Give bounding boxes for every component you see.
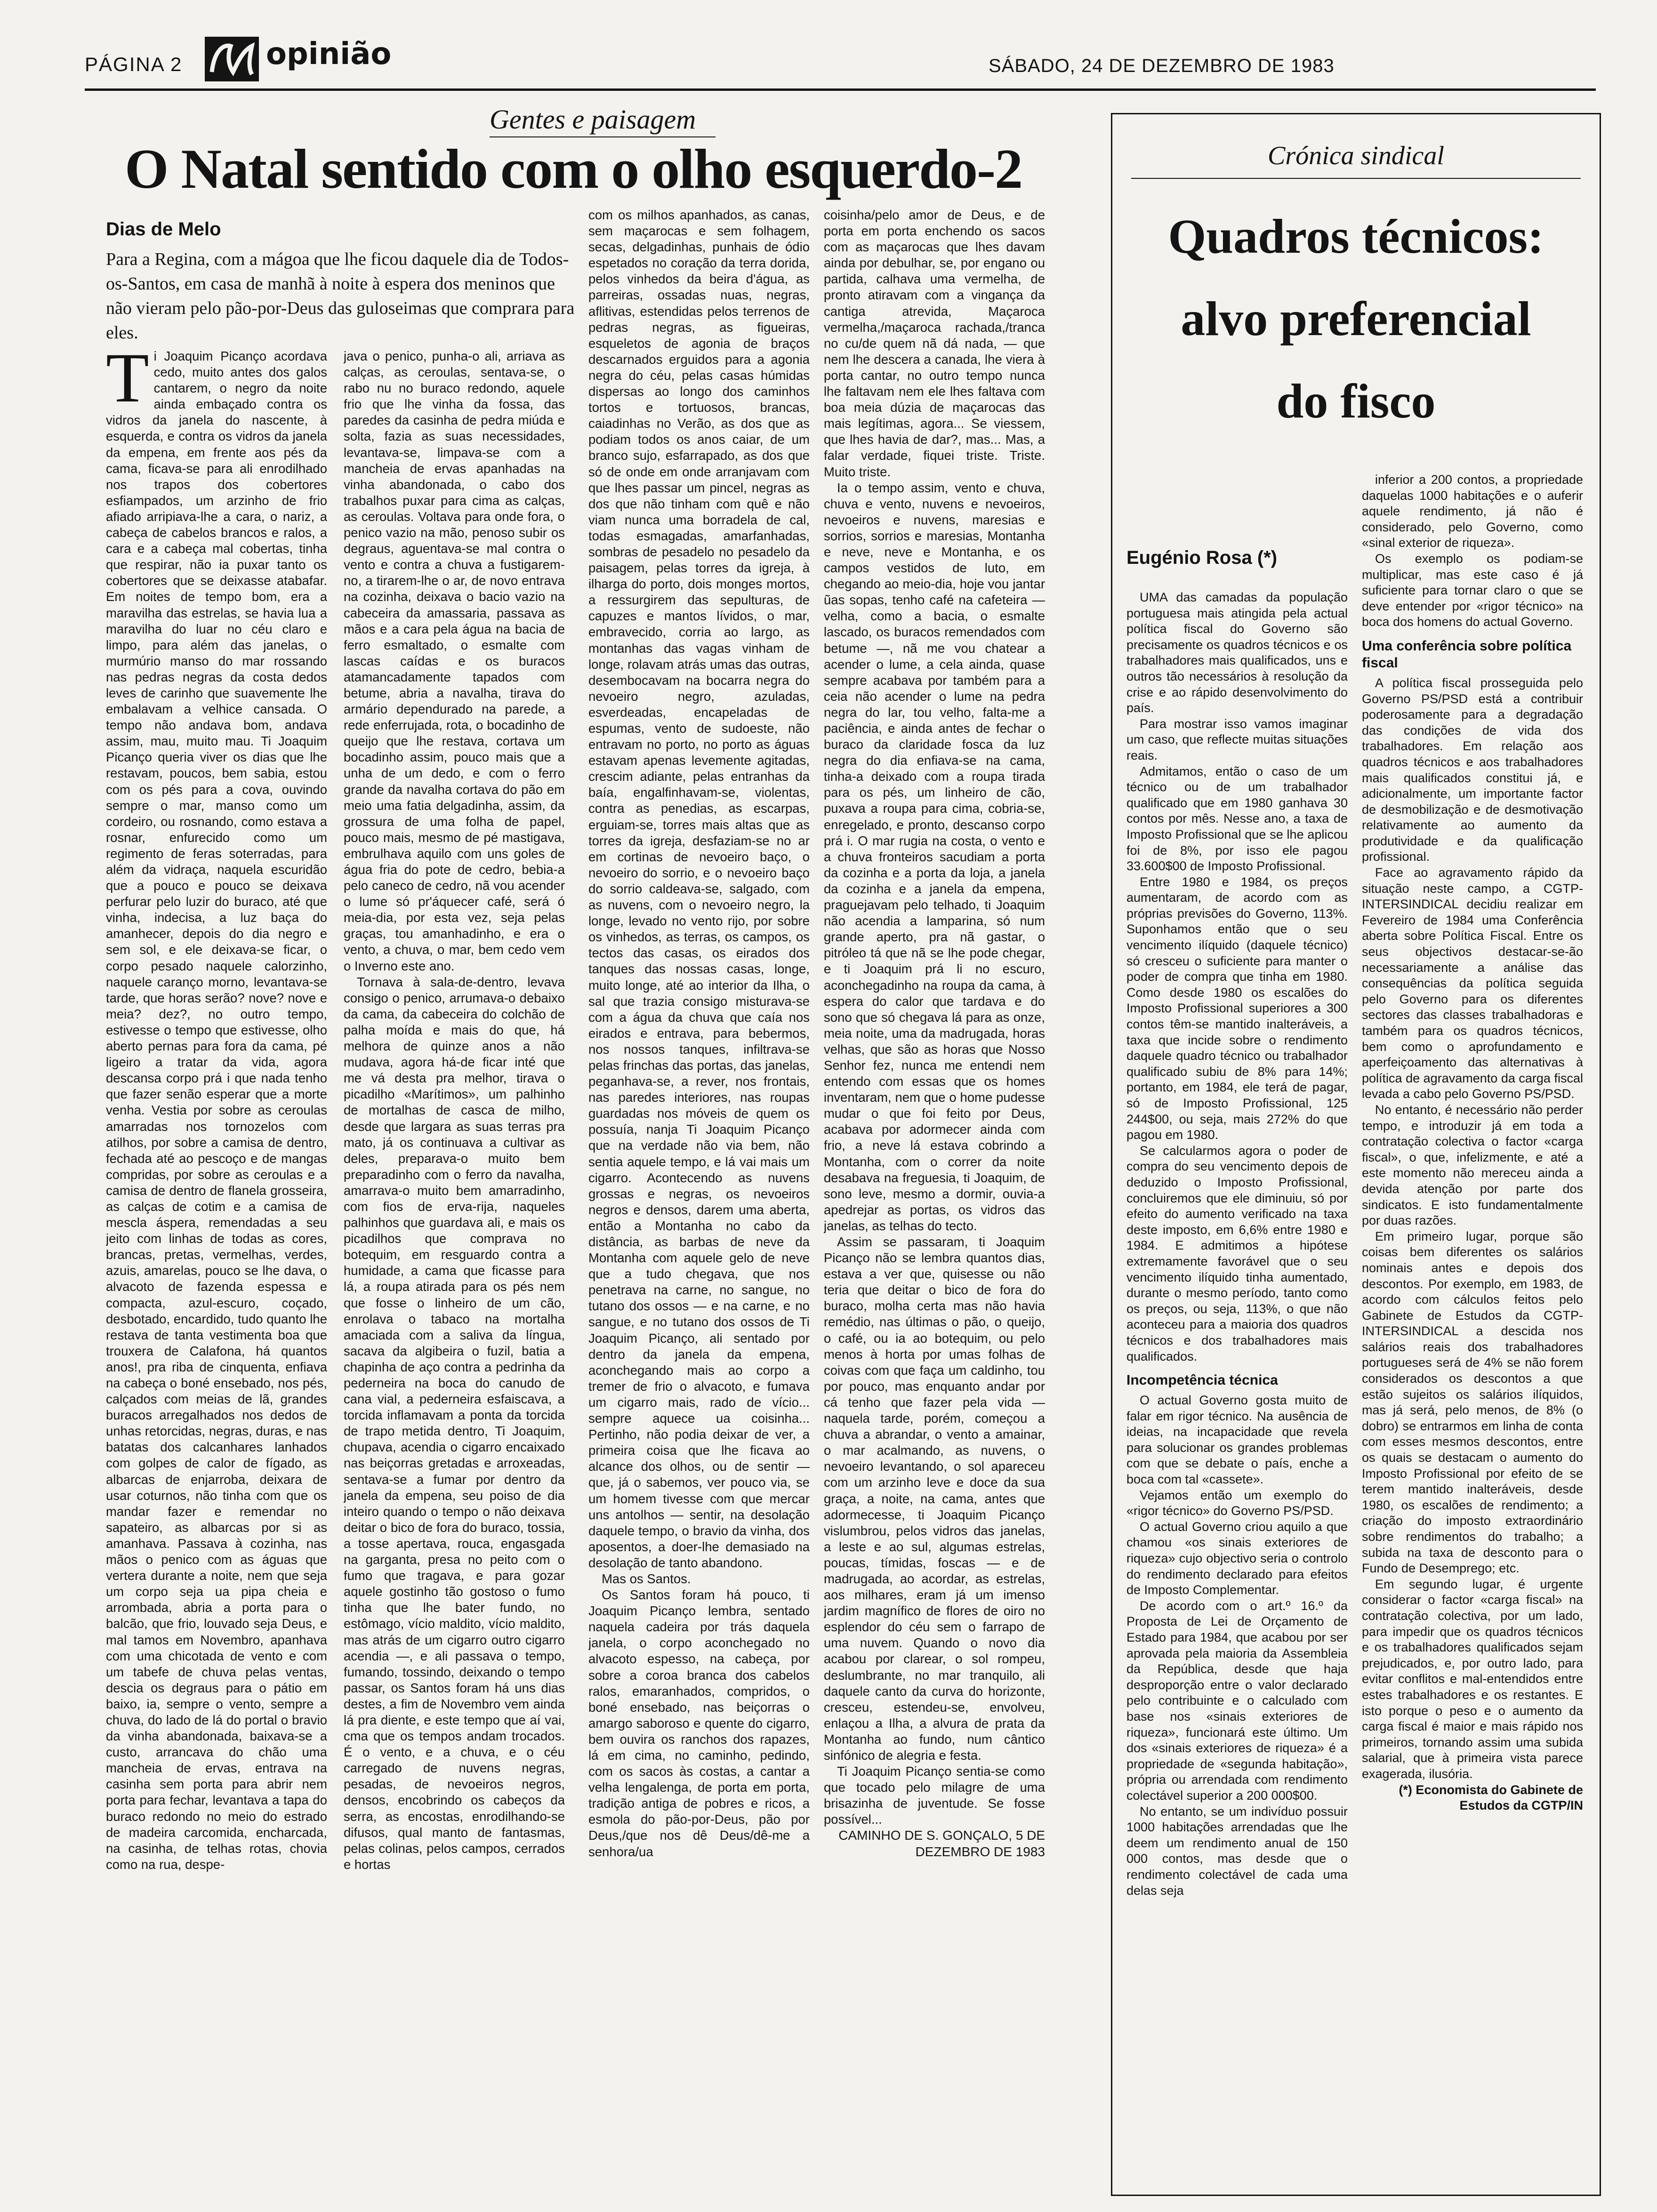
sidebar-paragraph: Em segundo lugar, é urgente considerar o factor «carga fiscal» na contratação colectiva, por um lado, para impedir que os quadros técnicos e os trabalhadores qualificados sejam prejudicados, e, por outro lado, para evitar conflitos e mal-entendidos entre estes trabalhadores e os restantes. E isto porque o peso e o aumento da carga fiscal é maior e mais rápido nos primeiros, tornando assim uma subida salarial, que à primeira vista parece exagerada, ilusória. [1362,1577,1583,1781]
sidebar-column-2 [1362,472,1583,2180]
article-paragraph: Ti Joaquim Picanço sentia-se como que tocado pelo milagre de uma brisazinha de juventude. Se fosse possível... [824,1764,1045,1827]
sidebar-subheading: Uma conferência sobre política fiscal [1362,638,1572,671]
sidebar-paragraph: UMA das camadas da população portuguesa mais atingida pela actual política fiscal do Governo são precisamente os quadros técnicos e os trabalhadores mais qualificados, uns e outros tão necessários à resolução da crise e ao rápido desenvolvimento do país. [1126,590,1348,715]
rubric-underline [1131,178,1581,179]
sidebar-paragraph: inferior a 200 contos, a propriedade daquelas 1000 habitações e o auferir aquele rendimento, já não é considerado, pelo Governo, como «sinal exterior de riqueza». [1362,473,1583,550]
sidebar-paragraph: Se calcularmos agora o poder de compra do seu vencimento depois de deduzido o Imposto Profissional, concluiremos que ele diminuiu, só por efeito do aumento verificado na taxa deste imposto, em 6,6% entre 1980 e 1984. E admitimos a hipótese extremamente favorável que o seu vencimento ilíquido tinha aumentado, durante o mesmo período, tanto como os preços, ou seja, 113%, o que não aconteceu para a maioria dos quadros técnicos e dos trabalhadores mais qualificados. [1126,1143,1348,1363]
page-header [85,8,1596,76]
sidebar-paragraph: Para mostrar isso vamos imaginar um caso, que reflecte muitas situações reais. [1126,716,1348,762]
article-column-3 [588,207,810,2184]
sidebar-title-line: alvo preferencial [1181,292,1531,346]
article-paragraph: Ia o tempo assim, vento e chuva, chuva e vento, nuvens e nevoeiros, nevoeiros e nuvens, maresias e sorrios, sorrios e maresias, Montanha e neve, neve e Montanha, e os campos vestidos de luto, em chegando ao meio-dia, hoje vou jantar ũas sopas, tenho café na cafeteira — velha, como a bacia, o esmalte lascado, os buracos remendados com betume —, nã me vou chatear a acender o lume, a cela ainda, quase sempre acabava por também para a ceia não acender o lume na pedra negra do lar, tou velho, falta-me a paciência, e ainda antes de fechar o buraco da claridade fosca da luz negra do dia enfiava-se na cama, tinha-a deixado com a roupa tirada para os pés, um linheiro de cão, puxava a roupa para cima, cobria-se, enregelado, e pronto, descanso corpo prá i. O mar rugia na costa, o vento e a chuva fronteiros sacudiam a porta da cozinha e a porta da loja, a janela da cozinha e a janela da empena, praguejavam pelo telhado, ti Joaquim não acendia a lamparina, só num grande aperto, pra nã gastar, o pitróleo tá que nã se lhe pode chegar, e ti Joaquim prá li no escuro, aconchegadinho na roupa da cama, à espera do calor que tardava e do sono que só chegava lá para as onze, meia noite, uma da madrugada, horas velhas, que são as horas que Nosso Senhor fez, nunca me entendi nem entendo com essas que os homes inventaram, nem que o home pudesse mudar o que foi feito por Deus, acabava por adormecer ainda com frio, a neve lá estava cobrindo a Montanha, com o correr da noite desabava na freguesia, ti Joaquim, de sono leve, mesmo a dormir, ouvia-a apedrejar as portas, os vidros das janelas, as telhas do tecto. [824,480,1045,1233]
drop-cap: T [106,348,149,417]
sidebar-paragraph: O actual Governo criou aquilo a que chamou «os sinais exteriores de riqueza» cujo objectivo seria o controlo do rendimento declarado para efeitos de Imposto Complementar. [1126,1519,1348,1597]
sidebar-footnote: (*) Economista do Gabinete de Estudos da CGTP/IN [1399,1782,1583,1813]
article-paragraph: coisinha/pelo amor de Deus, e de porta em porta enchendo os sacos com as maçarocas que lhes davam ainda por debulhar, se, por engano ou partida, calhava uma vermelha, de pronto atiravam com a vingança da cantiga atrevida, Maçaroca vermelha,/maçaroca rachada,/tranca no cu/de quem nã dá nada, — que nem lhe descera a canada, lhe viera à porta cantar, no outro tempo nunca lhe faltavam nem ele lhes faltava com boa meia dúzia de maçarocas das mais legítimas, agora... Se viessem, que lhes havia de dar?, mas... Mas, a falar verdade, fiquei triste. Triste. Muito triste. [824,208,1045,479]
article-paragraph: java o penico, punha-o ali, arriava as calças, as ceroulas, sentava-se, o rabo nu no buraco redondo, aquele frio que lhe vinha da fossa, das paredes da casinha de pedra miúda e solta, fazia as suas necessidades, levantava-se, limpava-se com a mancheia de ervas apanhadas na vinha abandonada, o cabo dos trabalhos puxar para cima as calças, as ceroulas. Voltava para onde fora, o penico vazio na mão, penoso subir os degraus, aguentava-se mal contra o vento e contra a chuva a fustigarem-no, a tirarem-lhe o ar, de novo entrava na cozinha, deixava o bacio vazio na cabeceira da amassaria, passava as mãos e a cara pela água na bacia de ferro esmaltado, o esmalte com lascas caídas e os buracos atamancadamente tapados com betume, abria a navalha, tirava do armário dependurado na parede, a rede enferrujada, rota, o bocadinho de queijo que lhe restava, cortava um bocadinho assim, pouco mais que a unha de um dedo, e com o ferro grande da navalha cortava do pão em meio uma fatia delgadinha, assim, da grossura de uma folha de papel, pouco mais, mesmo de pé mastigava, embrulhava aquilo com uns goles de água fria do pote de cedro, bebia-a pelo caneco de cedro, nã vou acender o lume só pr'áquecer café, será ó meia-dia, por esta vez, seja pelas graças, tou amanhadinho, e era o vento, a chuva, o mar, bem cedo vem o Inverno este ano. [344,349,565,973]
article-paragraph: Os Santos foram há pouco, ti Joaquim Picanço lembra, sentado naquela cadeira por trás daquela janela, o corpo aconchegado no alvacoto espesso, na cabeça, por sobre a coroa branca dos cabelos ralos, emaranhados, compridos, o boné ensebado, nas beiçorras o amargo saboroso e quente do cigarro, bem ouvira os ranchos dos rapazes, lá em cima, no caminho, pedindo, com os sacos às costas, a cantar a velha lengalenga, de porta em porta, tradição antiga de pobres e ricos, a esmola do pão-por-Deus, pão por Deus,/que nos dê Deus/dê-me a senhora/ua [588,1587,810,1859]
sidebar-author: Eugénio Rosa (*) [1126,547,1278,568]
sidebar-box [1111,113,1601,2196]
sidebar-paragraph: No entanto, é necessário não perder tempo, e introduzir já em toda a contratação colectiva o factor «carga fiscal», o que, infelizmente, e até a este momento não mereceu ainda a devida atenção por parte dos sindicatos. E isto fundamentalmente por duas razões. [1362,1102,1583,1228]
sidebar-column-1 [1126,590,1348,2180]
article-column-2 [344,348,565,2184]
sidebar-paragraph: Em primeiro lugar, porque são coisas bem diferentes os salários nominais antes e depois dos descontos. Por exemplo, em 1983, de acordo com cálculos feitos pelo Gabinete de Estudos da CGTP-INTERSINDICAL a descida nos salários reais dos trabalhadores portugueses será de 4% se não forem considerados os descontos a que estão sujeitos os salários ilíquidos, mas já será, pelo menos, de 8% (o dobro) se entrarmos em linha de conta com esses mesmos descontos, entre os quais se destacam o aumento do Imposto Profissional por efeito de se terem mantido inalteráveis, desde 1980, os escalões de rendimento; a criação do imposto extraordinário sobre rendimentos do trabalho; a subida na taxa de desconto para o Fundo de Desemprego; etc. [1362,1229,1583,1576]
article-paragraph: Mas os Santos. [602,1571,691,1586]
article-dateline: CAMINHO DE S. GONÇALO, 5 DE DEZEMBRO DE 1983 [838,1828,1045,1859]
issue-date: SÁBADO, 24 DE DEZEMBRO DE 1983 [989,56,1335,76]
sidebar-title-line: Quadros técnicos: [1168,209,1544,264]
sidebar-paragraph: De acordo com o art.º 16.º da Proposta de Lei de Orçamento de Estado para 1984, que acabou por ser aprovada pela maioria da Assembleia da República, desde que haja desproporção entre o valor declarado pelo contribuinte e o calculado com base nos «sinais exteriores de riqueza», funcionará este último. Um dos «sinais exteriores de riqueza» é a propriedade de «segunda habitação», própria ou arrendada com rendimento colectável superior a 200 000$00. [1126,1598,1348,1803]
article-paragraph: Assim se passaram, ti Joaquim Picanço não se lembra quantos dias, estava a ver que, quisesse ou não teria que deitar o bico de fora do buraco, molha certa mas não havia remédio, nas últimas o pão, o queijo, o café, ou ia ao botequim, ou pelo menos à horta por umas folhas de coivas com que faça um caldinho, tou por pouco, mas enquanto andar por cá tenho que fazer pela vida — naquela tarde, porém, começou a chuva a abrandar, o vento a amainar, o mar acalmando, as nuvens, o nevoeiro levantando, o sol apareceu com um arzinho leve e doce da sua graça, a noite, na cama, antes que adormecesse, ti Joaquim Picanço vislumbrou, pelos vidros das janelas, a leste e ao sul, algumas estrelas, poucas, tímidas, foscas — e de madrugada, ao acordar, as estrelas, aos milhares, eram já um imenso jardim magnífico de flores de oiro no esplendor do céu sem o farrapo de uma nuvem. Quando o novo dia acabou por clarear, o sol rompeu, deslumbrante, no mar tranquilo, ali daquele canto da curva do horizonte, cresceu, estendeu-se, envolveu, enlaçou a Ilha, a alvura de prata da Montanha ao fundo, num cântico sinfónico de alegria e festa. [824,1234,1045,1763]
article-column-4 [824,207,1045,2141]
sidebar-rubric: Crónica sindical [1268,141,1444,170]
sidebar-paragraph: Face ao agravamento rápido da situação neste campo, a CGTP-INTERSINDICAL decidiu realizar em Fevereiro de 1984 uma Conferência aberta sobre Política Fiscal. Entre os seus objectivos destacar-se-ão necessariamente a análise das consequências da política seguida pelo Governo para os diferentes sectores das classes trabalhadoras e também para os quadros técnicos, bem como o aprofundamento e aperfeiçoamento das alternativas à política de agravamento da carga fiscal levada a cabo pelo Governo PS/PSD. [1362,866,1583,1101]
article-kicker: Gentes e paisagem [490,104,696,135]
newspaper-logo-icon [205,37,259,81]
sidebar-paragraph: Entre 1980 e 1984, os preços aumentaram, de acordo com as próprias previsões do Governo, 113%. Suponhamos então que o seu vencimento ilíquido (daquele técnico) só cresceu o suficiente para manter o poder de compra que tinha em 1980. Como desde 1980 os escalões do Imposto Profissional superiores a 300 contos têm-se mantido inalteráveis, a taxa que incide sobre o rendimento daquele quadro técnico ou trabalhador qualificado subiu de 8% para 14%; portanto, em 1984, ele terá de pagar, só de Imposto Profissional, 125 244$00, ou seja, mais 272% do que pagou em 1980. [1126,874,1348,1142]
article-byline: Dias de Melo [106,219,221,240]
sidebar-paragraph: Os exemplo os podiam-se multiplicar, mas este caso é já suficiente para tornar claro o que se deve entender por «rigor técnico» na boca dos homens do actual Governo. [1362,551,1583,629]
page-number: PÁGINA 2 [85,53,183,75]
sidebar-paragraph: No entanto, se um indivíduo possuir 1000 habitações arrendadas que lhe deem um rendimento anual de 150 000 contos, mas desde que o rendimento colectável de cada uma delas seja [1126,1804,1348,1898]
sidebar-paragraph: O actual Governo gosta muito de falar em rigor técnico. Na ausência de ideias, na incapacidade que revela para solucionar os grandes problemas com que se debate o país, enche a boca com tal «cassete». [1126,1393,1348,1487]
article-paragraph: com os milhos apanhados, as canas, sem maçarocas e sem folhagem, secas, delgadinhas, punhais de ódio espetados no coração da terra dorida, pelos vinhedos da beira d'água, as parreiras, ossadas nuas, negras, aflitivas, estendidas pelos terrenos de pedras negras, as figueiras, esqueletos de agonia de braços descarnados erguidos para a agonia negra do céu, pelas casas húmidas dispersas ao longo dos caminhos tortos e tortuosos, brancas, caiadinhas no Verão, as dos que as podiam todos os anos caiar, de um branco sujo, esfarrapado, as dos que só de onde em onde arranjavam com que lhes passar um pincel, negras as dos que não tinham com quê e não viam nunca uma borradela de cal, todas esmagadas, amarfanhadas, sombras de pesadelo no pesadelo da paisagem, pelas torres da igreja, à ilharga do porto, dois monges mortos, a ressurgirem das sepulturas, de capuzes e mantos lívidos, o mar, embravecido, corria ao largo, as montanhas das vagas vinham de longe, rolavam atrás umas das outras, desembocavam na bocarra negra do nevoeiro negro, azuladas, esverdeadas, encapeladas de espumas, vento de sudoeste, não entravam no porto, no porto as águas estavam apenas levemente agitadas, crescim adiante, pelas entranhas da baía, engalfinhavam-se, violentas, contra as penedias, as escarpas, erguiam-se, torres mais altas que as torres da igreja, desfaziam-se no ar em cortinas de nevoeiro baço, o nevoeiro do sorrio, e o nevoeiro baço do sorrio caldeava-se, salgado, com as nuvens, com o nevoeiro negro, la longe, levado no vento rijo, por sobre os vinhedos, as terras, os campos, os tectos das casas, os eirados dos tanques das nossas casas, longe, muito longe, até ao interior da Ilha, o sal que trazia consigo misturava-se com a água da chuva que caía nos eirados e entrava, para bebermos, nos nossos tanques, infiltrava-se pelas frinchas das portas, das janelas, peganhava-se, a rever, nos frontais, nas paredes interiores, nas roupas guardadas nos móveis de quem os possuía, nanja Ti Joaquim Picanço que na verdade não via bem, não sentia aquele tempo, e lá vai mais um cigarro. Acontecendo as nuvens grossas e negras, os nevoeiros negros e densos, darem uma aberta, então a Montanha no cabo da distância, as barbas de neve da Montanha com aquele gelo de neve que a tudo chegava, que nos penetrava na carne, no sangue, no tutano dos ossos — e na carne, e no sangue, e no tutano dos ossos de Ti Joaquim Picanço, ali sentado por dentro da janela da empena, aconchegando mais ao corpo a tremer de frio o alvacoto, e fumava um cigarro mais, rado de vício... sempre aquece ua coisinha... Pertinho, não podia deixar de ver, a primeira coisa que lhe ficava ao alcance dos olhos, ou de sentir — que, já o sabemos, ver pouco via, se um homem tivesse com que mercar uns antolhos — sentir, na desolação daquele tempo, o bravio da vinha, dos aposentos, a doer-lhe demasiado na desolação de tanto abandono. [588,208,810,1570]
header-rule [85,88,1596,91]
article-dedication: Para a Regina, com a mágoa que lhe ficou daquele dia de Todos-os-Santos, em casa de manhã à noite à espera dos meninos que não vieram pelo pão-por-Deus das guloseimas que comprara para eles. [106,249,575,343]
section-name: opinião [266,37,392,72]
article-column-1 [106,348,327,2184]
sidebar-title-line: do fisco [1276,374,1436,428]
article-paragraph: Ti Joaquim Picanço acordava cedo, muito antes dos galos cantarem, o negro da noite ainda embaçado contra os vidros da janela do nascente, à esquerda, e contra os vidros da janela da empena, em frente aos pés da cama, ficava-se para ali enrodilhado nos trapos dos cobertores esfiampados, um arzinho de frio afiado arripiava-lhe a cara, o nariz, a cabeça de cabelos brancos e ralos, a cara e a cabeça mal cobertas, tinha que respirar, não ia puxar tanto os cobertores que se deixasse atabafar. Em noites de tempo bom, era a maravilha das estrelas, se havia lua a maravilha do luar no céu claro e limpo, para além das janelas, o murmúrio manso do mar rossando nas pedras negras da costa dedos leves de carinho que suavemente lhe embalavam a velhice cansada. O tempo não andava bom, andava assim, mau, muito mau. Ti Joaquim Picanço queria viver os dias que lhe restavam, poucos, bem sabia, estou com os pés para a cova, ouvindo sempre o mar, manso como um cordeiro, ou rosnando, como estava a rosnar, enfurecido como um regimento de feras soterradas, para além da vidraça, naquela escuridão que a pouco e pouco se deixava perfurar pelo luzir do buraco, até que vinha, indecisa, a luz baça do amanhecer, depois do dia negro e sem sol, e ele deixava-se ficar, o corpo pesado naquele calorzinho, naquele caranço morno, levantava-se tarde, que horas serão? nove? nove e meia? dez?, no outro tempo, estivesse o tempo que estivesse, olho aberto pernas para fora da cama, pé ligeiro a tratar da vida, agora descansa corpo prá i que nada tenho que fazer senão esperar que a morte venha. Vestia por sobre as ceroulas amarradas nos tornozelos com atilhos, por sobre a camisa de dentro, fechada até ao pescoço e de mangas compridas, por sobre as ceroulas e a camisa de dentro de flanela grosseira, as calças de cotim e a camisa de mescla áspera, remendadas a seu jeito com linhas de todas as cores, brancas, pretas, vermelhas, verdes, azuis, amarelas, pouco se lhe dava, o alvacoto de fazenda espessa e compacta, azul-escuro, coçado, desbotado, encardido, tudo quanto lhe restava de tanta vestimenta boa que trouxera de Calafona, há quantos anos!, pra riba de cinquenta, enfiava na cabeça o boné ensebado, nos pés, calçados com meias de lã, grandes buracos arregalhados nos dedos de unhas retorcidas, negras, duras, e nas batatas dos calcanhares lanhados com golpes de calor de fígado, as albarcas de enjarroba, deixara de usar coturnos, não tinha com que os mandar fazer e remendar no sapateiro, as albarcas por si as amanhava. Passava à cozinha, nas mãos o penico com as águas que vertera durante a noite, nem que seja um corpo seja ua pipa cheia e arrombada, abria a porta para o balcão, que frio, louvado seja Deus, e mal tamos em Novembro, apanhava com uma chicotada de vento e com um tabefe de chuva pelas ventas, descia os degraus para o pátio em baixo, ia, sempre o vento, sempre a chuva, do lado de lá do portal o bravio da vinha abandonada, baixava-se a custo, arrancava do chão uma mancheia de ervas, entrava na casinha sem porta para abrir nem porta para fechar, levantava a tapa do buraco redondo no meio do estrado de madeira carcomida, encharcada, na casinha, de telhas rotas, chovia como na rua, despe- [106,348,327,1872]
sidebar-paragraph: Vejamos então um exemplo do «rigor técnico» do Governo PS/PSD. [1126,1488,1348,1518]
sidebar-paragraph: Admitamos, então o caso de um técnico ou de um trabalhador qualificado que em 1980 ganhava 30 contos por mês. Nesse ano, a taxa de Imposto Profissional que se lhe aplicou foi de 8%, por isso ele pagou 33.600$00 de Imposto Profissional. [1126,764,1348,874]
article-paragraph: Tornava à sala-de-dentro, levava consigo o penico, arrumava-o debaixo da cama, da cabeceira do colchão de palha moída e mais do que, há melhora de quinze anos a não mudava, agora há-de ficar inté que me vá desta pra melhor, tirava o picadilho «Marítimos», um palhinho de mortalhas de casca de milho, desde que largara as suas terras pra mato, já os continuava a cultivar as deles, preparava-o muito bem preparadinho com o ferro da navalha, amarrava-o muito bem amarradinho, com fios de erva-rija, naqueles palhinhos que guardava ali, e mais os picadilhos que comprava no botequim, em resguardo contra a humidade, a cama que ficasse para lá, a roupa atirada para os pés nem que fosse o linheiro de um cão, enrolava o tabaco na mortalha amaciada com a saliva da língua, sacava da algibeira o fuzil, batia a chapinha de aço contra a pedrinha da pederneira na boca do canudo de cana vial, a pederneira esfaiscava, a torcida inflamavam a ponta da torcida de trapo metida dentro, Ti Joaquim, chupava, acendia o cigarro encaixado nas beiçorras gretadas e arroxeadas, sentava-se a fumar por dentro da janela da empena, seu poiso de dia inteiro quando o tempo o não deixava deitar o bico de fora do buraco, tossia, a tosse apertava, rouca, engasgada na garganta, presa no peito com o fumo que tragava, e para gozar aquele gostinho tão gostoso o fumo tinha que lhe bater fundo, no estômago, vício maldito, vício maldito, mas atrás de um cigarro outro cigarro acendia —, e ali passava o tempo, fumando, tossindo, deixando o tempo passar, os Santos foram há uns dias destes, a fim de Novembro vem ainda lá pra diente, e este tempo que aí vai, cma que os tempos andam trocados. É o vento, e a chuva, e o céu carregado de nuvens negras, pesadas, de nevoeiros negros, densos, encobrindo os cabeços da serra, as encostas, enrodilhando-se difusos, qual manto de fantasmas, pelas colinas, pelos campos, cerrados e hortas [344,974,565,1872]
article-headline: O Natal sentido com o olho esquerdo-2 [125,137,1022,200]
sidebar-subheading: Incompetência técnica [1126,1372,1278,1388]
sidebar-paragraph: A política fiscal prosseguida pelo Governo PS/PSD está a contribuir poderosamente para a degradação das condições de vida dos trabalhadores. Em relação aos quadros técnicos e aos trabalhadores mais qualificados constitui já, e adicionalmente, um importante factor de desmobilização e de desmotivação relativamente ao aumento da produtividade e da qualificação profissional. [1362,675,1583,864]
